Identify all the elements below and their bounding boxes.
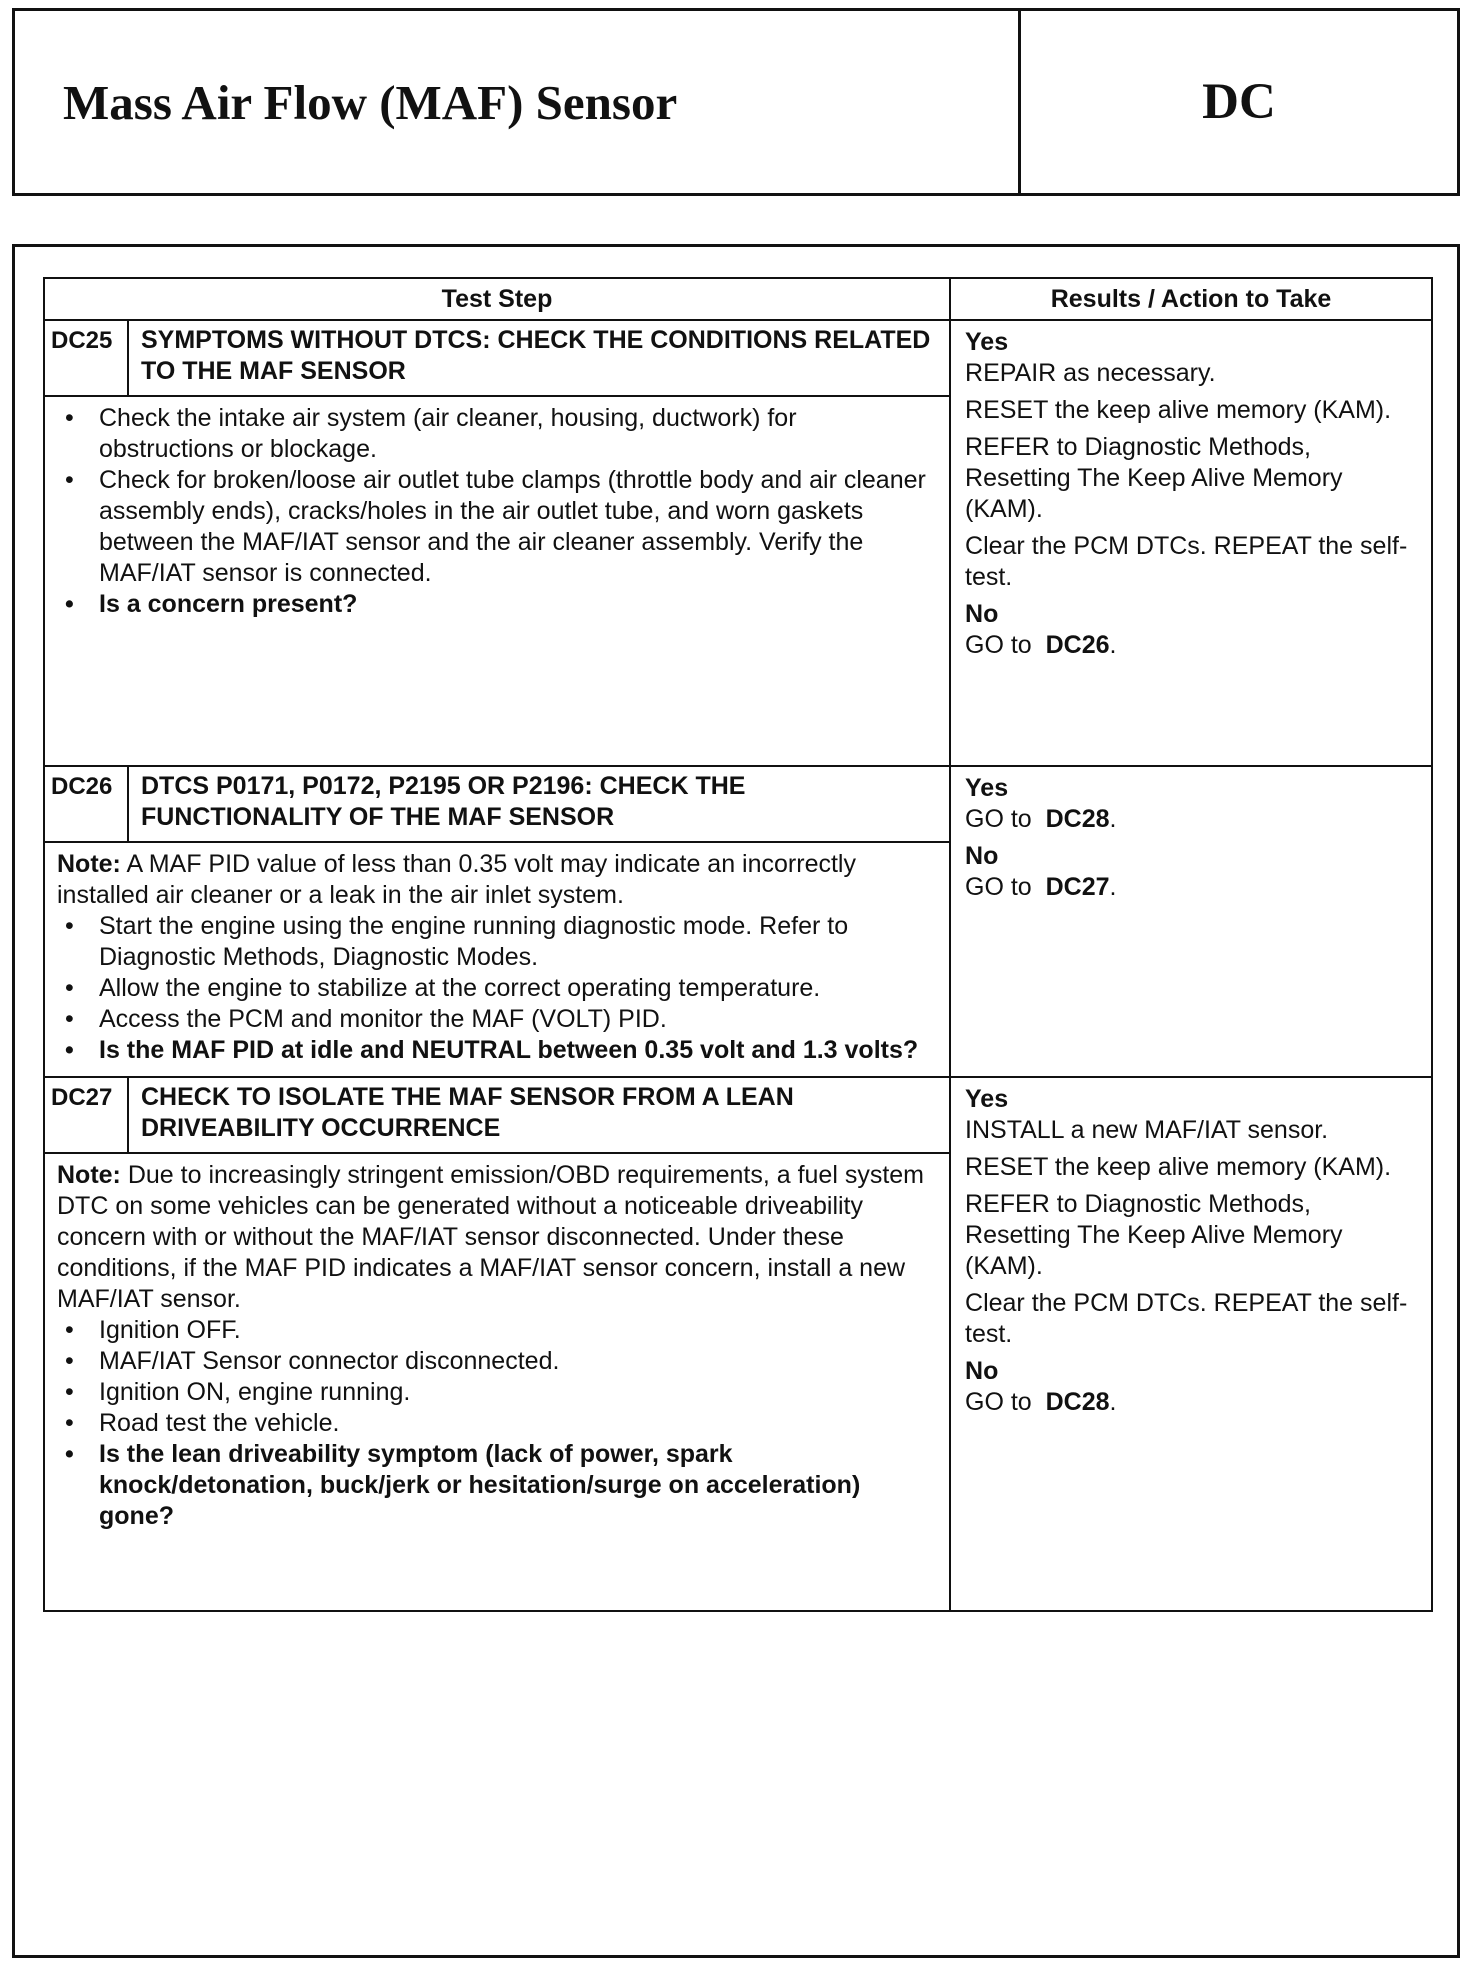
note-label: Note: — [57, 1161, 121, 1189]
goto-step: DC28 — [1045, 1388, 1110, 1416]
step-title: DTCS P0171, P0172, P2195 OR P2196: CHECK THE FUNCTIONALITY OF THE MAF SENSOR — [128, 766, 950, 842]
content-frame — [12, 244, 1460, 1958]
step-body — [44, 396, 950, 766]
table-row — [44, 320, 1432, 396]
col-header-results: Results / Action to Take — [950, 278, 1432, 320]
step-note — [57, 849, 937, 911]
page-title: Mass Air Flow (MAF) Sensor — [15, 11, 1021, 193]
step-result — [950, 766, 1432, 1077]
no-label: No — [965, 600, 999, 628]
bullet-list — [57, 403, 937, 620]
note-text: A MAF PID value of less than 0.35 volt may indicate an incorrectly installed air cleaner or a leak in the air inlet system. — [57, 850, 856, 909]
goto-step: DC28 — [1045, 805, 1110, 833]
step-title: CHECK TO ISOLATE THE MAF SENSOR FROM A LEAN DRIVEABILITY OCCURRENCE — [128, 1077, 950, 1153]
list-item: • Road test the vehicle. — [65, 1409, 340, 1437]
list-item: • Allow the engine to stabilize at the correct operating temperature. — [65, 974, 821, 1002]
goto-line: GO to DC28. — [965, 805, 1117, 833]
goto-prefix: GO to — [965, 805, 1032, 833]
step-id: DC26 — [44, 766, 128, 842]
yes-label: Yes — [965, 328, 1009, 356]
list-item: • Start the engine using the engine running diagnostic mode. Refer to Diagnostic Methods, Diagnostic Modes. — [65, 912, 849, 971]
step-result — [950, 1077, 1432, 1611]
result-line: REPAIR as necessary. — [965, 359, 1216, 387]
step-question: • Is the lean driveability symptom (lack of power, spark knock/detonation, buck/jerk or hesitation/surge on acceleration) gone? — [65, 1440, 861, 1530]
goto-prefix: GO to — [965, 873, 1032, 901]
note-label: Note: — [57, 850, 121, 878]
goto-step: DC27 — [1045, 873, 1110, 901]
page-header — [12, 8, 1460, 196]
result-line: Clear the PCM DTCs. REPEAT the self-test. — [965, 532, 1408, 591]
result-line: RESET the keep alive memory (KAM). — [965, 1153, 1392, 1181]
yes-label: Yes — [965, 1085, 1009, 1113]
test-step-table — [43, 277, 1433, 1612]
goto-line: GO to DC28. — [965, 1388, 1117, 1416]
section-code: DC — [1202, 74, 1276, 130]
result-line: RESET the keep alive memory (KAM). — [965, 396, 1392, 424]
note-text: Due to increasingly stringent emission/OBD requirements, a fuel system DTC on some vehicles can be generated without a noticeable driveability concern with or without the MAF/IAT sensor disconnected. Under these conditions, if the MAF PID indicates a MAF/IAT sensor concern, install a new MAF/IAT sensor. — [57, 1161, 925, 1313]
table-header-row — [44, 278, 1432, 320]
goto-line: GO to DC27. — [965, 873, 1117, 901]
goto-prefix: GO to — [965, 631, 1032, 659]
goto-step: DC26 — [1045, 631, 1110, 659]
step-body — [44, 1153, 950, 1611]
no-label: No — [965, 1357, 999, 1385]
step-question: • Is the MAF PID at idle and NEUTRAL between 0.35 volt and 1.3 volts? — [65, 1036, 919, 1064]
goto-prefix: GO to — [965, 1388, 1032, 1416]
list-item: • MAF/IAT Sensor connector disconnected. — [65, 1347, 560, 1375]
step-question: • Is a concern present? — [65, 590, 358, 618]
yes-label: Yes — [965, 774, 1009, 802]
list-item: • Check for broken/loose air outlet tube clamps (throttle body and air cleaner assembly ends), cracks/holes in the air outlet tube, and worn gaskets between the MAF/IAT sensor and the air cleaner assembly. Verify the MAF/IAT sensor is connected. — [65, 466, 926, 587]
bullet-list — [57, 911, 937, 1066]
list-item: • Ignition OFF. — [65, 1316, 241, 1344]
goto-line: GO to DC26. — [965, 631, 1117, 659]
step-id: DC25 — [44, 320, 128, 396]
list-item: • Access the PCM and monitor the MAF (VOLT) PID. — [65, 1005, 667, 1033]
no-label: No — [965, 842, 999, 870]
bullet-list — [57, 1315, 937, 1532]
step-body — [44, 842, 950, 1077]
result-line: INSTALL a new MAF/IAT sensor. — [965, 1116, 1329, 1144]
table-row — [44, 1077, 1432, 1153]
step-title: SYMPTOMS WITHOUT DTCS: CHECK THE CONDITIONS RELATED TO THE MAF SENSOR — [128, 320, 950, 396]
step-result — [950, 320, 1432, 766]
col-header-test-step: Test Step — [44, 278, 950, 320]
result-line: REFER to Diagnostic Methods, Resetting The Keep Alive Memory (KAM). — [965, 1190, 1343, 1280]
step-id: DC27 — [44, 1077, 128, 1153]
list-item: • Check the intake air system (air cleaner, housing, ductwork) for obstructions or blockage. — [65, 404, 797, 463]
step-note — [57, 1160, 937, 1315]
result-line: REFER to Diagnostic Methods, Resetting The Keep Alive Memory (KAM). — [965, 433, 1343, 523]
table-row — [44, 766, 1432, 842]
result-line: Clear the PCM DTCs. REPEAT the self-test. — [965, 1289, 1408, 1348]
list-item: • Ignition ON, engine running. — [65, 1378, 411, 1406]
